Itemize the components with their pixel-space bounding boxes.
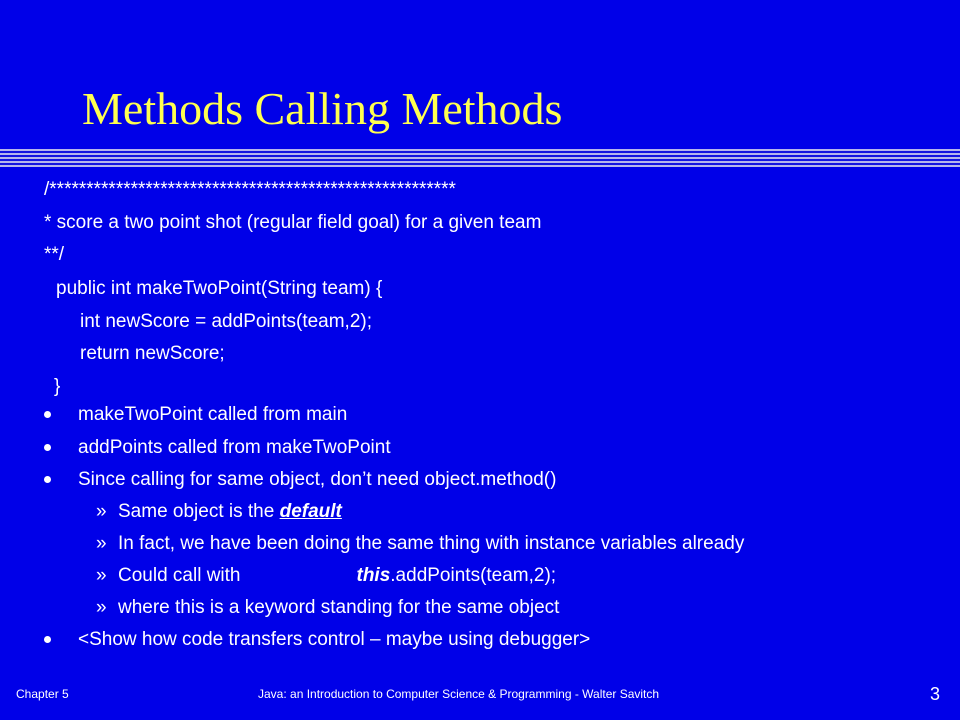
code-statement-2: return newScore; xyxy=(80,343,225,364)
bullet-dot xyxy=(44,476,51,483)
default-keyword: default xyxy=(279,501,342,522)
code-statement-1: int newScore = addPoints(team,2); xyxy=(80,311,373,332)
page-number: 3 xyxy=(930,684,941,704)
bullet-dot xyxy=(44,411,51,418)
bullet-dot xyxy=(44,636,51,643)
subbullet-marker: » xyxy=(96,597,107,618)
this-keyword: this xyxy=(356,565,391,586)
subbullet-2 xyxy=(96,532,744,556)
code-close-brace: } xyxy=(54,376,61,397)
subbullet-3-text: Could call with xyxy=(118,565,241,586)
bullet-2: addPoints called from makeTwoPoint xyxy=(78,437,391,458)
code-comment-close: **/ xyxy=(44,244,65,265)
subbullet-2-text: In fact, we have been doing the same thing with instance variables already xyxy=(118,533,745,554)
slide-title: Methods Calling Methods xyxy=(82,83,563,134)
title-divider xyxy=(0,149,960,167)
subbullet-1-text: Same object is the xyxy=(118,501,280,522)
bullet-4: <Show how code transfers control – maybe using debugger> xyxy=(78,629,591,650)
subbullet-marker: » xyxy=(96,565,107,586)
footer-book-title: Java: an Introduction to Computer Science & Programming - Walter Savitch xyxy=(258,687,660,701)
subbullet-4-text: where this is a keyword standing for the same object xyxy=(118,597,560,618)
subbullet-3-call: .addPoints(team,2); xyxy=(390,565,557,586)
subbullet-1 xyxy=(96,500,342,524)
bullet-dot xyxy=(44,444,51,451)
bullet-1: makeTwoPoint called from main xyxy=(78,404,348,425)
code-comment-open: /******************************************************* xyxy=(44,179,456,200)
code-signature: public int makeTwoPoint(String team) { xyxy=(56,278,383,299)
subbullet-marker: » xyxy=(96,533,107,554)
footer-chapter: Chapter 5 xyxy=(16,687,69,701)
subbullet-marker: » xyxy=(96,501,107,522)
bullet-3: Since calling for same object, don’t need object.method() xyxy=(78,469,557,490)
code-comment-body: * score a two point shot (regular field goal) for a given team xyxy=(44,212,542,233)
subbullet-3 xyxy=(96,564,556,588)
subbullet-4 xyxy=(96,596,559,620)
